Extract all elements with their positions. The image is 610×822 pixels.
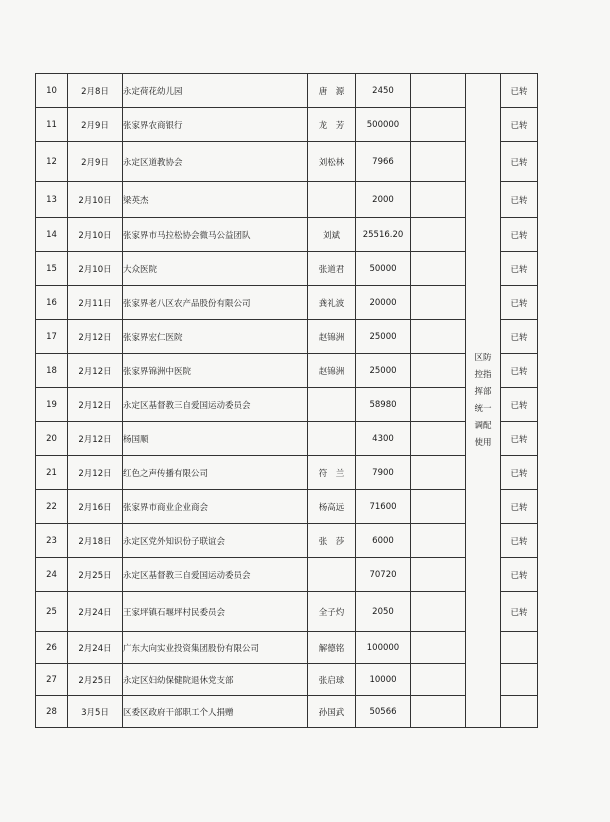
contact-name-cell: 唐 源 <box>308 74 356 108</box>
donor-unit-cell: 广东大向实业投资集团股份有限公司 <box>123 632 308 664</box>
status-cell: 已转 <box>501 218 538 252</box>
date-cell: 2月12日 <box>68 320 123 354</box>
donor-unit-cell: 张家界市商业企业商会 <box>123 490 308 524</box>
row-number-cell: 16 <box>36 286 68 320</box>
usage-note-cell <box>466 74 501 728</box>
contact-name-cell: 张 莎 <box>308 524 356 558</box>
usage-note-line: 统一 <box>474 403 492 414</box>
table-row <box>36 286 538 320</box>
date-cell: 2月10日 <box>68 218 123 252</box>
usage-note-line: 挥部 <box>474 386 492 397</box>
blank-cell <box>411 388 466 422</box>
donor-unit-cell: 永定区妇幼保健院退休党支部 <box>123 664 308 696</box>
date-cell: 2月18日 <box>68 524 123 558</box>
donor-unit-cell: 张家界锦洲中医院 <box>123 354 308 388</box>
amount-cell: 7966 <box>356 142 411 182</box>
amount-cell: 58980 <box>356 388 411 422</box>
row-number-cell: 18 <box>36 354 68 388</box>
donation-table-body <box>36 74 538 728</box>
date-cell: 2月9日 <box>68 108 123 142</box>
contact-name-cell: 符 兰 <box>308 456 356 490</box>
donor-unit-cell: 王家坪镇石堰坪村民委员会 <box>123 592 308 632</box>
table-row <box>36 422 538 456</box>
row-number-cell: 24 <box>36 558 68 592</box>
donor-unit-cell: 区委区政府干部职工个人捐赠 <box>123 696 308 728</box>
row-number-cell: 21 <box>36 456 68 490</box>
amount-cell: 20000 <box>356 286 411 320</box>
amount-cell: 7900 <box>356 456 411 490</box>
row-number-cell: 22 <box>36 490 68 524</box>
blank-cell <box>411 286 466 320</box>
blank-cell <box>411 664 466 696</box>
amount-cell: 25516.20 <box>356 218 411 252</box>
table-row <box>36 524 538 558</box>
status-cell <box>501 696 538 728</box>
date-cell: 3月5日 <box>68 696 123 728</box>
amount-cell: 25000 <box>356 354 411 388</box>
status-cell: 已转 <box>501 108 538 142</box>
status-cell: 已转 <box>501 456 538 490</box>
blank-cell <box>411 632 466 664</box>
row-number-cell: 10 <box>36 74 68 108</box>
table-row <box>36 252 538 286</box>
contact-name-cell <box>308 558 356 592</box>
status-cell: 已转 <box>501 286 538 320</box>
amount-cell: 500000 <box>356 108 411 142</box>
date-cell: 2月16日 <box>68 490 123 524</box>
table-row <box>36 664 538 696</box>
contact-name-cell: 张启球 <box>308 664 356 696</box>
contact-name-cell: 赵锦洲 <box>308 354 356 388</box>
blank-cell <box>411 456 466 490</box>
row-number-cell: 12 <box>36 142 68 182</box>
date-cell: 2月9日 <box>68 142 123 182</box>
amount-cell: 50566 <box>356 696 411 728</box>
contact-name-cell: 龙 芳 <box>308 108 356 142</box>
contact-name-cell <box>308 388 356 422</box>
table-row <box>36 558 538 592</box>
row-number-cell: 13 <box>36 182 68 218</box>
donor-unit-cell: 永定区道教协会 <box>123 142 308 182</box>
donor-unit-cell: 梁英杰 <box>123 182 308 218</box>
status-cell: 已转 <box>501 142 538 182</box>
date-cell: 2月12日 <box>68 456 123 490</box>
donor-unit-cell: 张家界老八区农产品股份有限公司 <box>123 286 308 320</box>
table-row <box>36 108 538 142</box>
row-number-cell: 17 <box>36 320 68 354</box>
table-row <box>36 456 538 490</box>
row-number-cell: 11 <box>36 108 68 142</box>
contact-name-cell: 全子灼 <box>308 592 356 632</box>
contact-name-cell: 赵锦洲 <box>308 320 356 354</box>
contact-name-cell: 杨高远 <box>308 490 356 524</box>
usage-note-line: 使用 <box>474 437 492 448</box>
date-cell: 2月12日 <box>68 354 123 388</box>
date-cell: 2月25日 <box>68 558 123 592</box>
status-cell: 已转 <box>501 388 538 422</box>
status-cell: 已转 <box>501 524 538 558</box>
date-cell: 2月24日 <box>68 592 123 632</box>
blank-cell <box>411 142 466 182</box>
date-cell: 2月24日 <box>68 632 123 664</box>
blank-cell <box>411 422 466 456</box>
donor-unit-cell: 杨国顺 <box>123 422 308 456</box>
table-row <box>36 696 538 728</box>
row-number-cell: 15 <box>36 252 68 286</box>
status-cell: 已转 <box>501 320 538 354</box>
table-row <box>36 388 538 422</box>
status-cell: 已转 <box>501 490 538 524</box>
donor-unit-cell: 张家界农商银行 <box>123 108 308 142</box>
blank-cell <box>411 490 466 524</box>
contact-name-cell: 龚礼波 <box>308 286 356 320</box>
row-number-cell: 14 <box>36 218 68 252</box>
row-number-cell: 27 <box>36 664 68 696</box>
contact-name-cell: 刘斌 <box>308 218 356 252</box>
date-cell: 2月10日 <box>68 252 123 286</box>
blank-cell <box>411 524 466 558</box>
row-number-cell: 28 <box>36 696 68 728</box>
amount-cell: 6000 <box>356 524 411 558</box>
contact-name-cell: 刘松林 <box>308 142 356 182</box>
blank-cell <box>411 592 466 632</box>
status-cell: 已转 <box>501 354 538 388</box>
date-cell: 2月25日 <box>68 664 123 696</box>
table-row <box>36 632 538 664</box>
table-row <box>36 218 538 252</box>
table-row <box>36 490 538 524</box>
amount-cell: 2450 <box>356 74 411 108</box>
donor-unit-cell: 永定区基督教三自爱国运动委员会 <box>123 388 308 422</box>
donor-unit-cell: 永定区党外知识份子联谊会 <box>123 524 308 558</box>
table-row <box>36 74 538 108</box>
donor-unit-cell: 大众医院 <box>123 252 308 286</box>
amount-cell: 2000 <box>356 182 411 218</box>
blank-cell <box>411 696 466 728</box>
row-number-cell: 25 <box>36 592 68 632</box>
row-number-cell: 23 <box>36 524 68 558</box>
amount-cell: 10000 <box>356 664 411 696</box>
status-cell <box>501 664 538 696</box>
amount-cell: 25000 <box>356 320 411 354</box>
status-cell: 已转 <box>501 592 538 632</box>
contact-name-cell <box>308 182 356 218</box>
status-cell: 已转 <box>501 558 538 592</box>
blank-cell <box>411 218 466 252</box>
table-row <box>36 320 538 354</box>
status-cell: 已转 <box>501 252 538 286</box>
date-cell: 2月8日 <box>68 74 123 108</box>
row-number-cell: 20 <box>36 422 68 456</box>
usage-note-line: 控指 <box>474 369 492 380</box>
date-cell: 2月12日 <box>68 388 123 422</box>
status-cell <box>501 632 538 664</box>
amount-cell: 71600 <box>356 490 411 524</box>
donor-unit-cell: 永定区基督教三自爱国运动委员会 <box>123 558 308 592</box>
blank-cell <box>411 108 466 142</box>
row-number-cell: 19 <box>36 388 68 422</box>
date-cell: 2月11日 <box>68 286 123 320</box>
amount-cell: 70720 <box>356 558 411 592</box>
blank-cell <box>411 74 466 108</box>
status-cell: 已转 <box>501 74 538 108</box>
usage-note-line: 调配 <box>474 420 492 431</box>
donor-unit-cell: 红色之声传播有限公司 <box>123 456 308 490</box>
blank-cell <box>411 354 466 388</box>
blank-cell <box>411 182 466 218</box>
amount-cell: 4300 <box>356 422 411 456</box>
amount-cell: 100000 <box>356 632 411 664</box>
amount-cell: 2050 <box>356 592 411 632</box>
contact-name-cell: 解德铭 <box>308 632 356 664</box>
donation-table <box>35 73 538 728</box>
date-cell: 2月12日 <box>68 422 123 456</box>
contact-name-cell: 孙国武 <box>308 696 356 728</box>
contact-name-cell: 张道君 <box>308 252 356 286</box>
table-row <box>36 182 538 218</box>
contact-name-cell <box>308 422 356 456</box>
status-cell: 已转 <box>501 422 538 456</box>
blank-cell <box>411 320 466 354</box>
table-row <box>36 592 538 632</box>
donor-unit-cell: 张家界市马拉松协会微马公益团队 <box>123 218 308 252</box>
donor-unit-cell: 永定荷花幼儿园 <box>123 74 308 108</box>
table-row <box>36 354 538 388</box>
row-number-cell: 26 <box>36 632 68 664</box>
usage-note-line: 区防 <box>474 352 492 363</box>
table-row <box>36 142 538 182</box>
donor-unit-cell: 张家界宏仁医院 <box>123 320 308 354</box>
blank-cell <box>411 252 466 286</box>
amount-cell: 50000 <box>356 252 411 286</box>
status-cell: 已转 <box>501 182 538 218</box>
date-cell: 2月10日 <box>68 182 123 218</box>
blank-cell <box>411 558 466 592</box>
